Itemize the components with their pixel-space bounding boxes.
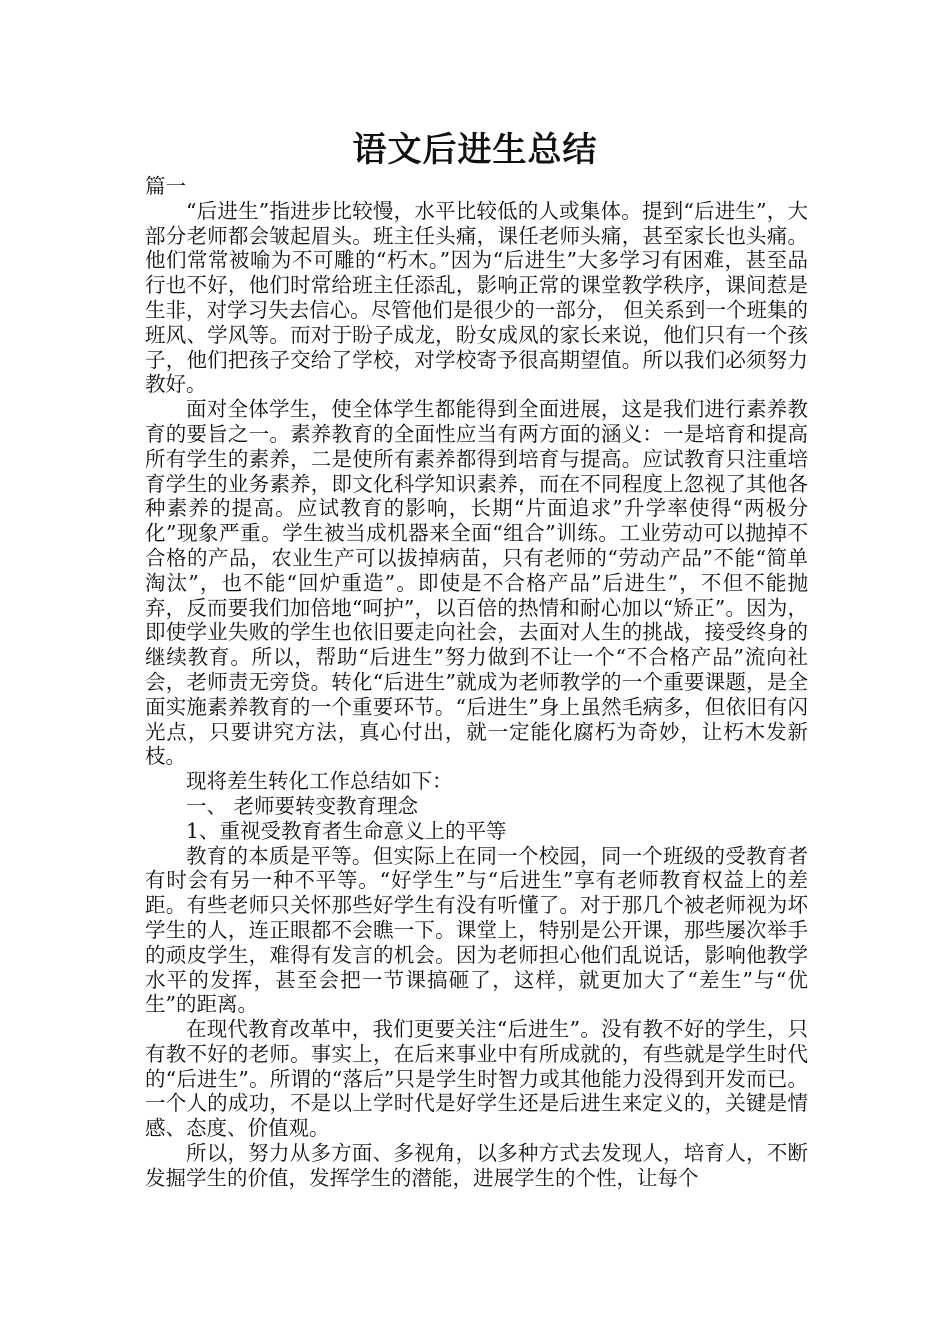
section-heading: 一、 老师要转变教育理念 <box>186 793 419 818</box>
subsection-heading: 1、重视受教育者生命意义上的平等 <box>186 818 507 843</box>
paragraph: 面对全体学生，使全体学生都能得到全面进展，这是我们进行素养教育的要旨之一。素养教育的全面性应当有两方面的涵义：一是培育和提高所有学生的素养，二是使所有素养都得到培育与提高。应试教育只注重培育学生的业务素养，即文化科学知识素养，而在不同程度上忽视了其他各种素养的提高。应试教育的影响，长期“片面追求”升学率使得“两极分化”现象严重。学生被当成机器来全面“组合”训练。工业劳动可以抛掉不合格的产品，农业生产可以拔掉病苗，只有老师的“劳动产品”不能“简单淘汰”，也不能“回炉重造”。即使是不合格产品”后进生”，不但不能抛弃，反而要我们加倍地“呵护”，以百倍的热情和耐心加以“矫正”。因为，即使学业失败的学生也依旧要走向社会，去面对人生的挑战，接受终身的继续教育。所以，帮助“后进生”努力做到不让一个“不合格产品”流向社会，老师责无旁贷。转化“后进生”就成为老师教学的一个重要课题，是全面实施素养教育的一个重要环节。“后进生”身上虽然毛病多，但依旧有闪光点，只要讲究方法，真心付出，就一定能化腐朽为奇妙，让朽木发新枝。 <box>145 397 808 769</box>
document-title: 语文后进生总结 <box>352 130 598 170</box>
section-label: 篇一 <box>145 174 186 198</box>
paragraph: 在现代教育改革中，我们更要关注“后进生”。没有教不好的学生，只有教不好的老师。事实上，在后来事业中有所成就的，有些就是学生时代的“后进生”。所谓的“落后”只是学生时智力或其他能力没得到开发而已。一个人的成功，不是以上学时代是好学生还是后进生来定义的，关键是情感、态度、价值观。 <box>145 1017 808 1141</box>
document-body <box>145 174 808 1191</box>
paragraph: 教育的本质是平等。但实际上在同一个校园，同一个班级的受教育者有时会有另一种不平等。“好学生”与“后进生”享有老师教育权益上的差距。有些老师只关怀那些好学生有没有听懂了。对于那几个被老师视为坏学生的人，连正眼都不会瞧一下。课堂上，特别是公开课，那些屡次举手的顽皮学生，难得有发言的机会。因为老师担心他们乱说话，影响他教学水平的发挥，甚至会把一节课搞砸了，这样，就更加大了“差生”与“优生”的距离。 <box>145 843 808 1017</box>
intro-line: 现将差生转化工作总结如下： <box>186 769 453 794</box>
paragraph: 所以，努力从多方面、多视角，以多种方式去发现人，培育人，不断发掘学生的价值，发挥学生的潜能，进展学生的个性，让每个 <box>145 1141 808 1190</box>
paragraph: “后进生”指进步比较慢，水平比较低的人或集体。提到“后进生”，大部分老师都会皱起眉头。班主任头痛，课任老师头痛，甚至家长也头痛。他们常常被喻为不可雕的“朽木。”因为“后进生”大多学习有困难，甚至品行也不好，他们时常给班主任添乱，影响正常的课堂教学秩序，课间惹是生非，对学习失去信心。尽管他们是很少的一部分， 但关系到一个班集的班风、学风等。而对于盼子成龙，盼女成凤的家长来说，他们只有一个孩子，他们把孩子交给了学校，对学校寄予很高期望值。所以我们必须努力教好。 <box>145 198 808 397</box>
